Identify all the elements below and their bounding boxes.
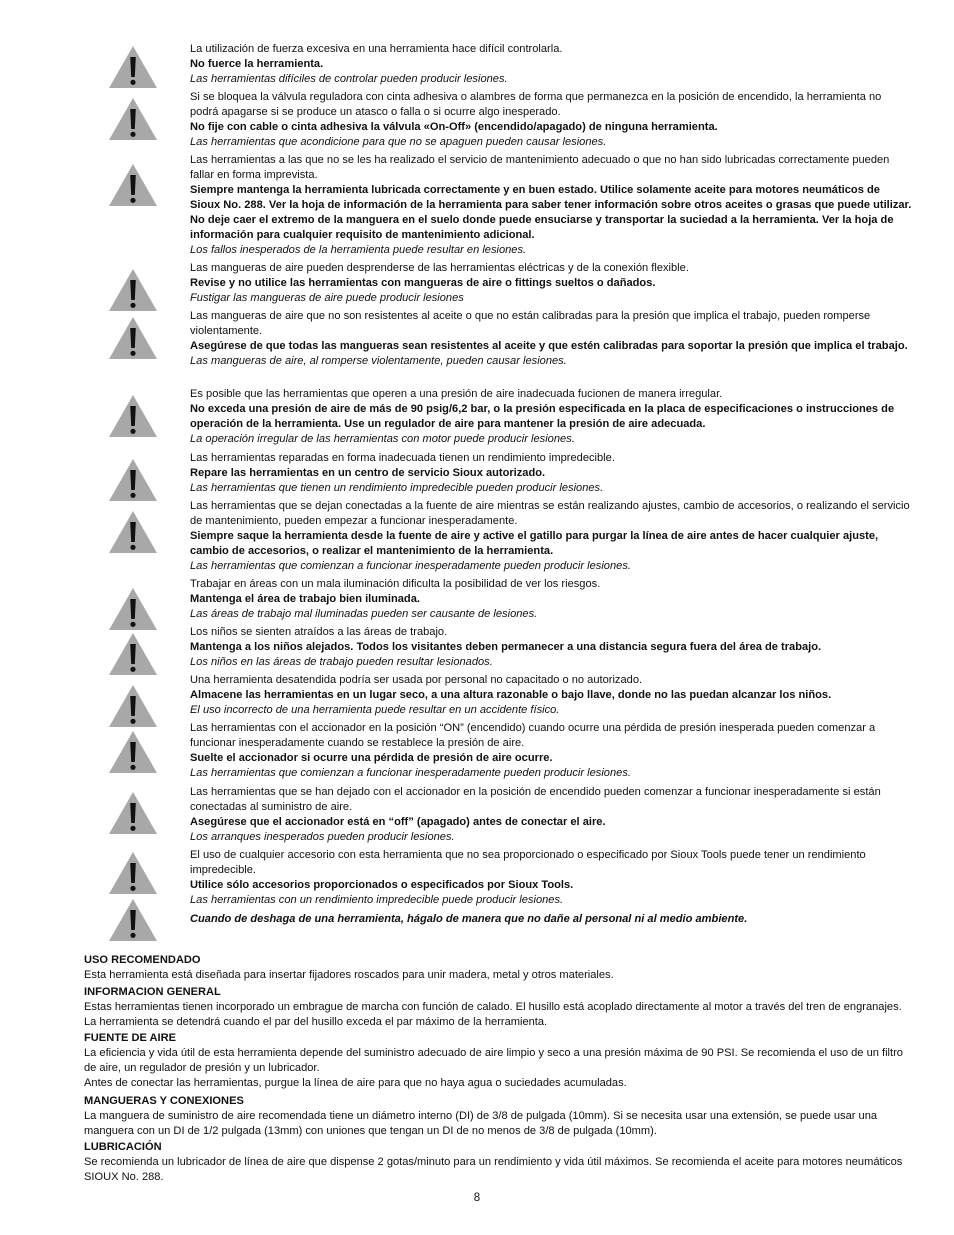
warning-triangle-icon <box>107 729 159 775</box>
warning-text-block <box>190 153 912 258</box>
warning-hazard: Las herramientas a las que no se les ha realizado el servicio de mantenimiento adecuado o que no han sido lubricadas correctamente pueden fallar en forma imprevista. <box>190 154 890 181</box>
warning-triangle-icon <box>107 44 159 90</box>
warning-hazard: La utilización de fuerza excesiva en una herramienta hace difícil controlarla. <box>190 43 563 55</box>
warning-hazard: Trabajar en áreas con un mala iluminación dificulta la posibilidad de ver los riesgos. <box>190 578 601 590</box>
warning-hazard: El uso de cualquier accesorio con esta herramienta que no sea proporcionado o especificado por Sioux Tools puede tener un rendimiento impredecible. <box>190 849 866 876</box>
section-heading: MANGUERAS Y CONEXIONES <box>84 1095 244 1107</box>
warning-triangle-icon <box>107 683 159 729</box>
warning-consequence: Las herramientas que comienzan a funcionar inesperadamente pueden producir lesiones. <box>190 560 631 572</box>
page-number: 8 <box>473 1192 481 1204</box>
warning-text-block <box>190 90 912 150</box>
warning-consequence: Fustigar las mangueras de aire puede producir lesiones <box>190 292 464 304</box>
warning-instruction: Repare las herramientas en un centro de servicio Sioux autorizado. <box>190 467 546 479</box>
warning-triangle-icon <box>107 897 159 943</box>
section-block <box>84 1094 912 1139</box>
warning-text-block <box>190 387 912 447</box>
warning-instruction: No fije con cable o cinta adhesiva la válvula «On-Off» (encendido/apagado) de ninguna herramienta. <box>190 121 718 133</box>
warning-triangle-icon <box>107 393 159 439</box>
warning-instruction: No exceda una presión de aire de más de 90 psig/6,2 bar, o la presión especificada en la placa de especificaciones o instrucciones de operación de la herramienta. Use un regulador de aire para mantener la presión de aire adecuada. <box>190 403 895 430</box>
section-paragraph: La manguera de suministro de aire recomendada tiene un diámetro interno (DI) de 3/8 de pulgada (10mm). Si se necesita usar una extensión, se puede usar una manguera con un DI de 1/2 pulgada (13mm) con uniones que tengan un DI de no menos de 3/8 de pulgada (10mm). <box>84 1110 878 1137</box>
warning-hazard: Si se bloquea la válvula reguladora con cinta adhesiva o alambres de forma que permanezca en la posición de encendido, la herramienta no podrá apagarse si se produce un atasco o falla o si ocurre algo inesperado. <box>190 91 882 118</box>
warning-triangle-icon <box>107 267 159 313</box>
warning-triangle-icon <box>107 850 159 896</box>
warning-disposal-note: Cuando de deshaga de una herramienta, hágalo de manera que no dañe al personal ni al medio ambiente. <box>190 913 748 925</box>
warning-triangle-icon <box>107 457 159 503</box>
section-block <box>84 953 912 983</box>
warning-triangle-icon <box>107 315 159 361</box>
section-block <box>84 1031 912 1091</box>
warning-instruction: Revise y no utilice las herramientas con mangueras de aire o fittings sueltos o dañados. <box>190 277 656 289</box>
warning-hazard: Las herramientas que se dejan conectadas a la fuente de aire mientras se están realizando ajustes, cambio de accesorios, o realizando el servicio de mantenimiento, pueden empezar a funcionar inesperadamente. <box>190 500 910 527</box>
warning-text-block <box>190 721 912 781</box>
warning-text-block <box>190 309 912 369</box>
warning-instruction: Mantenga a los niños alejados. Todos los visitantes deben permanecer a una distancia segura fuera del área de trabajo. <box>190 641 822 653</box>
warning-triangle-icon <box>107 631 159 677</box>
warning-text-block <box>190 451 912 496</box>
warning-text-block <box>190 625 912 670</box>
warning-consequence: Las herramientas que comienzan a funcionar inesperadamente pueden producir lesiones. <box>190 767 631 779</box>
warning-consequence: Las herramientas con un rendimiento impredecible puede producir lesiones. <box>190 894 564 906</box>
section-block <box>84 1140 912 1185</box>
section-heading: INFORMACION GENERAL <box>84 986 221 998</box>
warning-consequence: Los arranques inesperados pueden producir lesiones. <box>190 831 455 843</box>
warning-hazard: Las herramientas que se han dejado con el accionador en la posición de encendido pueden comenzar a funcionar inesperadamente si están conectadas al suministro de aire. <box>190 786 881 813</box>
warning-triangle-icon <box>107 96 159 142</box>
warning-instruction: Siempre saque la herramienta desde la fuente de aire y active el gatillo para purgar la línea de aire antes de hacer cualquier ajuste, cambio de accesorios, o realizar el mantenimiento de la herramienta. <box>190 530 879 557</box>
section-paragraph: La eficiencia y vida útil de esta herramienta depende del suministro adecuado de aire limpio y seco a una presión máxima de 90 PSI. Se recomienda el uso de un filtro de aire, un regulador de presión y un lubricador. <box>84 1047 903 1074</box>
warning-hazard: Los niños se sienten atraídos a las áreas de trabajo. <box>190 626 448 638</box>
warning-instruction: Asegúrese de que todas las mangueras sean resistentes al aceite y que estén calibradas para soportar la presión que implica el trabajo. <box>190 340 908 352</box>
warning-text-block <box>190 499 912 574</box>
warning-hazard: Las herramientas con el accionador en la posición “ON” (encendido) cuando ocurre una pérdida de presión inesperada pueden comenzar a funcionar inesperadamente cuando se restablece la presión de aire. <box>190 722 876 749</box>
warning-hazard: Las herramientas reparadas en forma inadecuada tienen un rendimiento impredecible. <box>190 452 615 464</box>
warning-hazard: Una herramienta desatendida podría ser usada por personal no capacitado o no autorizado. <box>190 674 643 686</box>
warning-text-block <box>190 673 912 718</box>
warning-consequence: Los fallos inesperados de la herramienta puede resultar en lesiones. <box>190 244 527 256</box>
warning-consequence: Los niños en las áreas de trabajo pueden resultar lesionados. <box>190 656 493 668</box>
warning-text-block <box>190 261 912 306</box>
warning-text-block <box>190 577 912 622</box>
warning-consequence: La operación irregular de las herramientas con motor puede producir lesiones. <box>190 433 575 445</box>
warning-consequence: Las mangueras de aire, al romperse violentamente, pueden causar lesiones. <box>190 355 567 367</box>
warning-triangle-icon <box>107 586 159 632</box>
section-paragraph: Antes de conectar las herramientas, purgue la línea de aire para que no haya agua o suciedades acumuladas. <box>84 1077 627 1089</box>
warning-instruction: Suelte el accionador si ocurre una pérdida de presión de aire ocurre. <box>190 752 553 764</box>
warning-consequence: Las herramientas que acondicione para que no se apaguen pueden causar lesiones. <box>190 136 607 148</box>
warning-triangle-icon <box>107 790 159 836</box>
warning-hazard: Las mangueras de aire pueden desprenderse de las herramientas eléctricas y de la conexión flexible. <box>190 262 689 274</box>
warning-instruction: No fuerce la herramienta. <box>190 58 324 70</box>
warning-consequence: El uso incorrecto de una herramienta puede resultar en un accidente físico. <box>190 704 560 716</box>
warning-instruction: Utilice sólo accesorios proporcionados o especificados por Sioux Tools. <box>190 879 574 891</box>
warning-instruction: Mantenga el área de trabajo bien iluminada. <box>190 593 420 605</box>
section-heading: USO RECOMENDADO <box>84 954 201 966</box>
warning-consequence: Las herramientas difíciles de controlar pueden producir lesiones. <box>190 73 508 85</box>
warning-text-block <box>190 785 912 845</box>
warning-instruction: Asegúrese que el accionador está en “off” (apagado) antes de conectar el aire. <box>190 816 606 828</box>
warning-triangle-icon <box>107 162 159 208</box>
section-paragraph: Se recomienda un lubricador de línea de aire que dispense 2 gotas/minuto para un rendimiento y vida útil máximos. Se recomienda el aceite para motores neumáticos SIOUX No. 288. <box>84 1156 903 1183</box>
warning-instruction: Siempre mantenga la herramienta lubricada correctamente y en buen estado. Utilice solamente aceite para motores neumáticos de Sioux No. 288. Ver la hoja de información de la herramienta para saber tener información sobre otros aceites o grasas que puede utilizar. No deje caer el extremo de la manguera en el suelo donde puede ensuciarse y transportar la suciedad a la herramienta. Ver la hoja de información para cualquier requisito de mantenimiento adicional. <box>190 184 912 241</box>
warning-hazard: Las mangueras de aire que no son resistentes al aceite o que no están calibradas para la presión que implica el trabajo, pueden romperse violentamente. <box>190 310 871 337</box>
warning-text-block <box>190 42 912 87</box>
warning-text-block <box>190 848 912 908</box>
section-heading: FUENTE DE AIRE <box>84 1032 177 1044</box>
section-paragraph: Esta herramienta está diseñada para insertar fijadores roscados para unir madera, metal y otros materiales. <box>84 969 614 981</box>
warning-instruction: Almacene las herramientas en un lugar seco, a una altura razonable o bajo llave, donde no las puedan alcanzar los niños. <box>190 689 832 701</box>
section-heading: LUBRICACIÓN <box>84 1141 162 1153</box>
warning-text-block <box>190 912 912 927</box>
section-block <box>84 985 912 1030</box>
warning-hazard: Es posible que las herramientas que operen a una presión de aire inadecuada fucionen de manera irregular. <box>190 388 723 400</box>
warning-consequence: Las herramientas que tienen un rendimiento impredecible pueden producir lesiones. <box>190 482 604 494</box>
warning-consequence: Las áreas de trabajo mal iluminadas pueden ser causante de lesiones. <box>190 608 538 620</box>
section-paragraph: Estas herramientas tienen incorporado un embrague de marcha con función de calado. El husillo está acoplado directamente al motor a través del tren de engranajes. La herramienta se detendrá cuando el par del husillo exceda el par máximo de la herramienta. <box>84 1001 902 1028</box>
warning-triangle-icon <box>107 509 159 555</box>
